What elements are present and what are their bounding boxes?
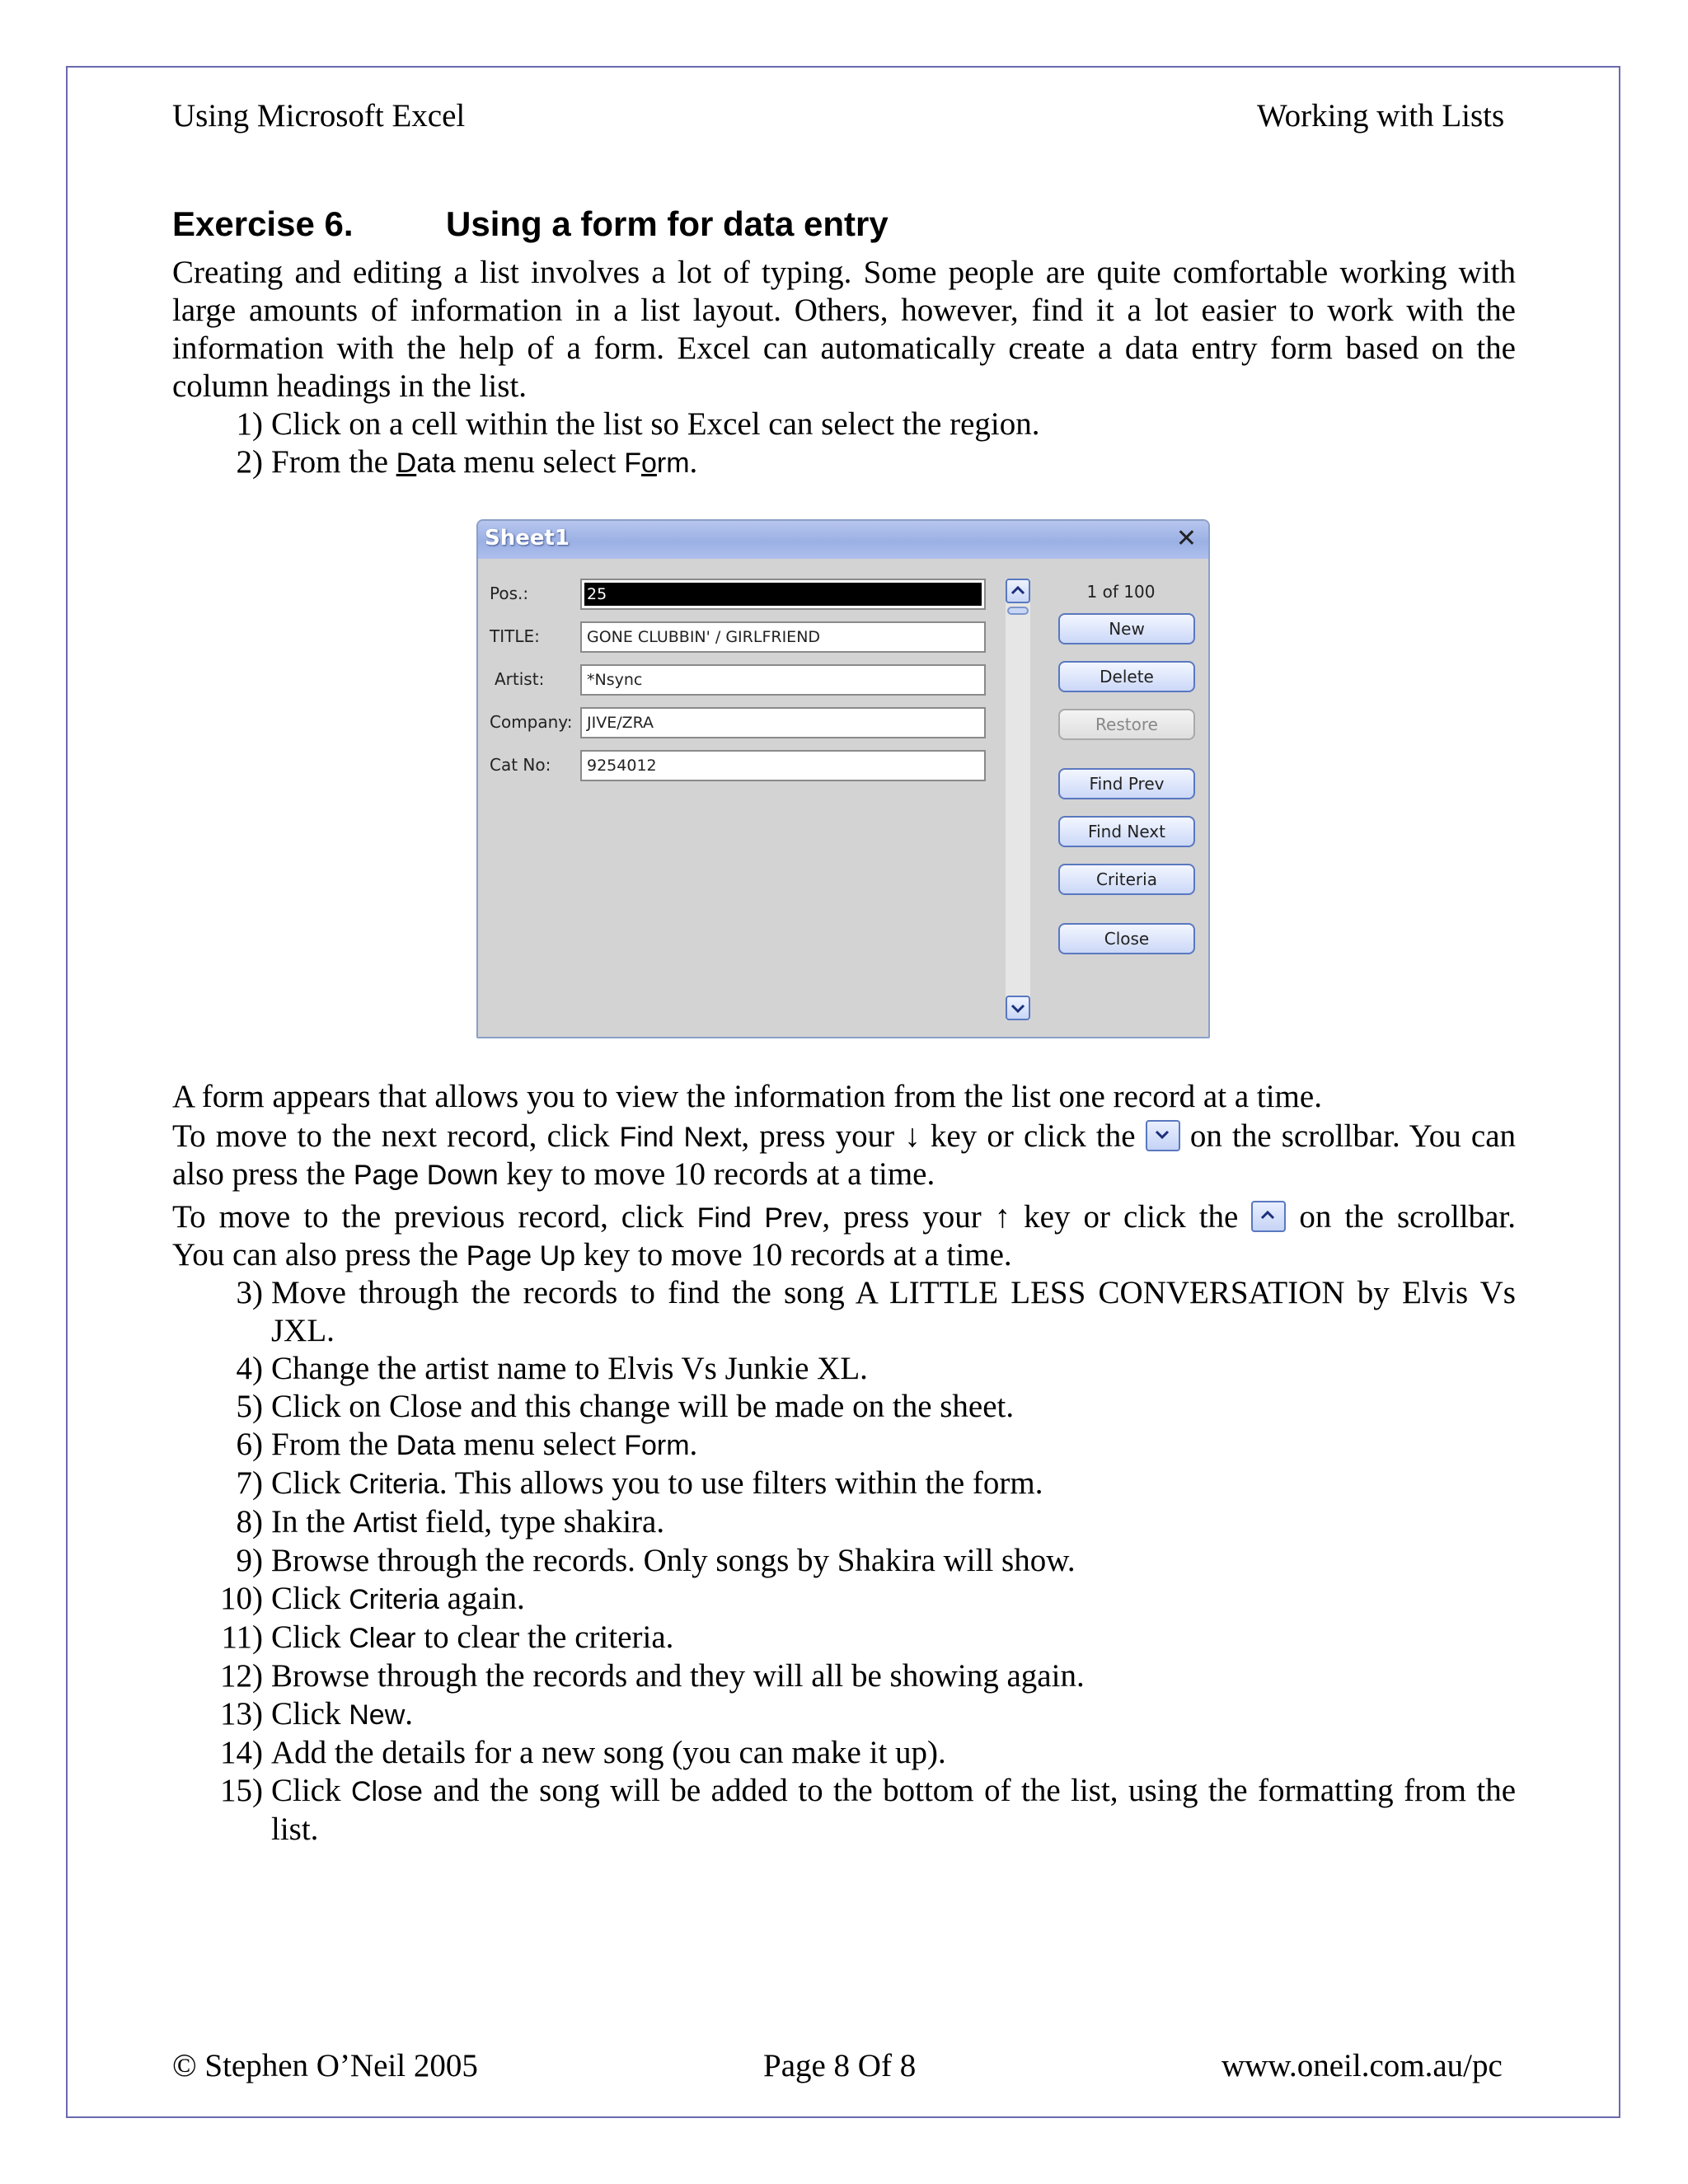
list-item: 13) Click New. [220, 1696, 414, 1732]
new-button[interactable]: New [1058, 613, 1195, 644]
list-item: 8) In the Artist field, type shakira. [236, 1504, 665, 1540]
pos-label: Pos.: [490, 583, 529, 603]
list-item: 11) Click Clear to clear the criteria. [221, 1619, 674, 1655]
delete-button[interactable]: Delete [1058, 661, 1195, 692]
company-field[interactable]: JIVE/ZRA [580, 707, 986, 738]
find-next-button[interactable]: Find Next [1058, 816, 1195, 847]
cat-no-field[interactable]: 9254012 [580, 750, 986, 781]
pos-field[interactable]: 25 [580, 579, 986, 610]
menu-form: Form [624, 448, 690, 479]
steps-list-b [172, 1274, 1516, 1849]
title-label: TITLE: [490, 626, 540, 646]
list-item: 10) Click Criteria again. [220, 1581, 525, 1616]
criteria-button[interactable]: Criteria [1058, 864, 1195, 895]
footer-page-number: Page 8 Of 8 [763, 2048, 917, 2083]
scroll-up-icon [1251, 1201, 1286, 1232]
after-dialog-line: To move to the previous record, click Find Prev, press your ↑ key or click the on the scrollbar. [172, 1199, 1517, 1235]
header-left: Using Microsoft Excel [172, 98, 466, 134]
data-form-dialog [476, 519, 1210, 1038]
find-prev-button[interactable]: Find Prev [1058, 768, 1195, 799]
steps-list-a [172, 405, 1516, 482]
company-label: Company: [490, 712, 573, 732]
record-counter: 1 of 100 [1086, 582, 1156, 602]
close-icon[interactable]: ✕ [1175, 524, 1197, 553]
list-item: 7) Click Criteria. This allows you to use filters within the form. [236, 1465, 1043, 1501]
chevron-up-icon [1007, 580, 1029, 602]
menu-data: Data [396, 448, 456, 479]
exercise-heading [172, 204, 889, 244]
list-item: 15) Click Close and the song will be added to the bottom of the list, using the formatting from the list. [220, 1773, 1517, 1847]
artist-label: Artist: [495, 669, 545, 689]
intro-line: information with the help of a form. Excel can automatically create a data entry form based on the [172, 330, 1516, 366]
list-item: 6) From the Data menu select Form. [236, 1427, 698, 1462]
list-item: 1) Click on a cell within the list so Excel can select the region. [236, 406, 1040, 442]
list-item: 14) Add the details for a new song (you can make it up). [220, 1735, 946, 1770]
list-item: 4) Change the artist name to Elvis Vs Junkie XL. [236, 1351, 868, 1386]
exercise-title: Using a form for data entry [446, 204, 889, 243]
after-dialog-line: To move to the next record, click Find Next, press your ↓ key or click the on the scrollbar. You can [172, 1118, 1517, 1154]
intro-line: Creating and editing a list involves a lot of typing. Some people are quite comfortable working with [172, 255, 1516, 290]
scroll-up-button[interactable] [1006, 579, 1030, 603]
list-item: 9) Browse through the records. Only songs by Shakira will show. [236, 1543, 1076, 1578]
after-dialog-line: also press the Page Down key to move 10 records at a time. [172, 1156, 935, 1192]
scroll-thumb[interactable] [1007, 607, 1029, 615]
intro-line: large amounts of information in a list layout. Others, however, find it a lot easier to work with the [172, 293, 1516, 328]
scroll-down-icon [1146, 1120, 1180, 1151]
header-right: Working with Lists [1257, 98, 1505, 134]
intro-line: column headings in the list. [172, 368, 528, 404]
title-field[interactable]: GONE CLUBBIN' / GIRLFRIEND [580, 621, 986, 653]
list-item: 3) Move through the records to find the song A LITTLE LESS CONVERSATION by Elvis Vs JXL. [236, 1275, 1516, 1348]
list-item: 5) Click on Close and this change will be made on the sheet. [236, 1389, 1015, 1424]
footer-copyright: © Stephen O’Neil 2005 [172, 2048, 478, 2083]
artist-field[interactable]: *Nsync [580, 664, 986, 696]
list-item: 12) Browse through the records and they will all be showing again. [220, 1658, 1085, 1694]
cat-no-label: Cat No: [490, 755, 551, 775]
intro-paragraph [172, 254, 1516, 405]
dialog-title: Sheet1 [485, 526, 570, 551]
dialog-title-bar [478, 521, 1208, 559]
after-dialog-line: You can also press the Page Up key to move 10 records at a time. [172, 1237, 1012, 1272]
after-dialog-line: A form appears that allows you to view the information from the list one record at a time. [172, 1079, 1322, 1114]
record-scrollbar[interactable] [1006, 579, 1030, 1020]
close-button[interactable]: Close [1058, 923, 1195, 954]
footer-url: www.oneil.com.au/pc [1221, 2048, 1503, 2083]
exercise-number: Exercise 6. [172, 204, 354, 243]
scroll-down-button[interactable] [1006, 996, 1030, 1020]
restore-button[interactable]: Restore [1058, 709, 1195, 740]
chevron-down-icon [1007, 997, 1029, 1019]
list-item: 2) From the Data menu select Form. [236, 444, 698, 480]
